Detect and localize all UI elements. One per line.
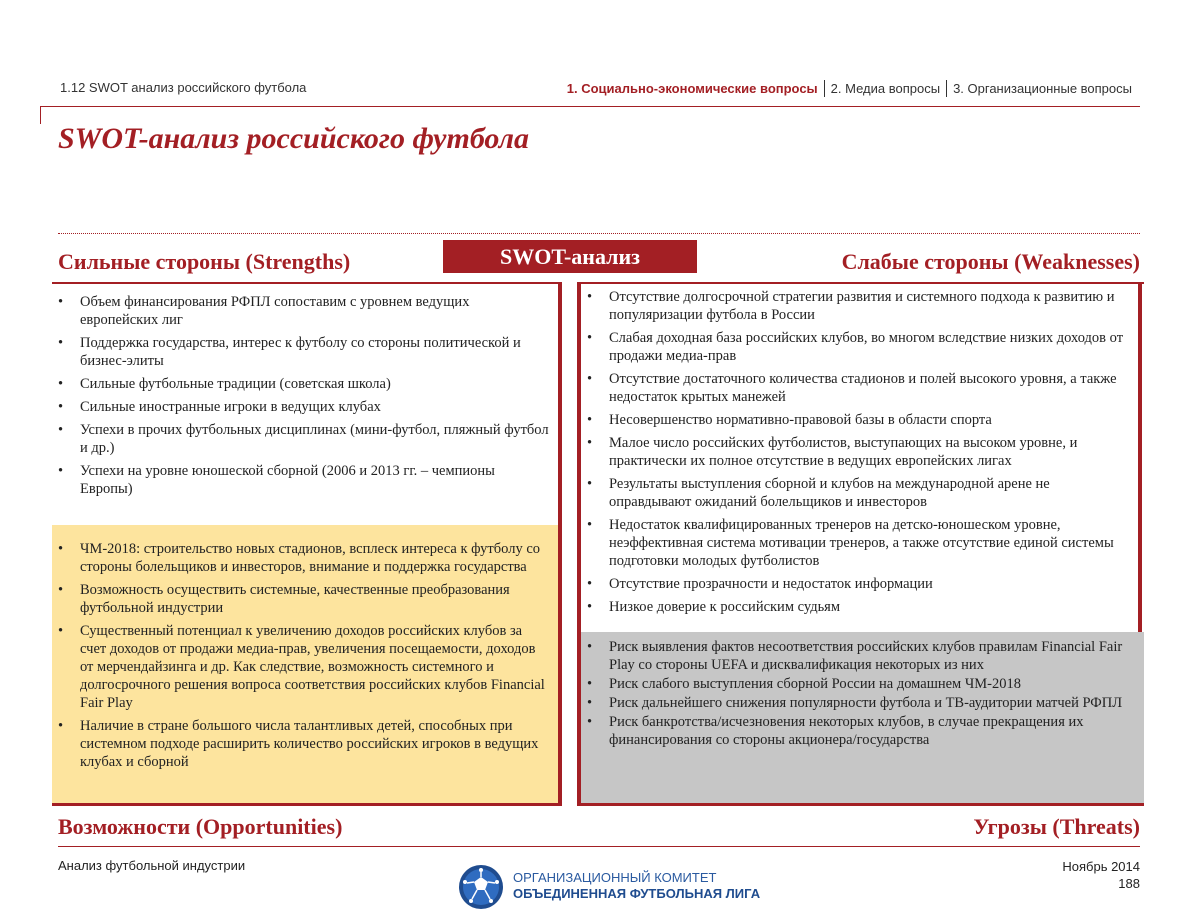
list-item	[52, 421, 549, 457]
list-item	[52, 581, 549, 617]
bullet-icon: •	[587, 476, 593, 492]
list-item-text: Успехи в прочих футбольных дисциплинах (мини-футбол, пляжный футбол и др.)	[80, 422, 549, 456]
list-item-text: Наличие в стране большого числа талантливых детей, способных при системном подходе расширить количество российских игроков в ведущих клубах и сборной	[80, 718, 539, 770]
bullet-icon: •	[587, 517, 593, 533]
bullet-icon: •	[587, 371, 593, 387]
list-item	[581, 713, 1134, 749]
bullet-icon: •	[587, 576, 593, 592]
right-panel-bottom-border	[577, 803, 1144, 806]
strengths-list	[52, 293, 549, 498]
list-item-text: Отсутствие достаточного количества стадионов и полей высокого уровня, а также недостаток крытых манежей	[609, 371, 1117, 405]
strengths-title: Сильные стороны (Strengths)	[58, 249, 351, 274]
list-item-text: ЧМ-2018: строительство новых стадионов, всплеск интереса к футболу со стороны болельщиков и инвесторов, внимание и поддержка государства	[80, 541, 541, 575]
bullet-icon: •	[587, 639, 593, 655]
threats-list	[581, 638, 1134, 749]
opportunities-title: Возможности (Opportunities)	[58, 814, 343, 839]
bullet-icon: •	[587, 599, 593, 615]
bullet-icon: •	[587, 714, 593, 730]
bullet-icon: •	[58, 582, 64, 598]
list-item-text: Слабая доходная база российских клубов, во многом вследствие низких доходов от продажи медиа-прав	[609, 330, 1124, 364]
list-item-text: Объем финансирования РФПЛ сопоставим с уровнем ведущих европейских лиг	[80, 294, 470, 328]
section-nav	[567, 80, 1138, 97]
list-item-text: Сильные иностранные игроки в ведущих клубах	[80, 399, 381, 415]
list-item	[52, 375, 549, 393]
list-item	[52, 293, 549, 329]
list-item-text: Отсутствие долгосрочной стратегии развития и системного подхода к развитию и популяризации футбола в России	[609, 289, 1115, 323]
list-item	[581, 370, 1134, 406]
logo-line-2: ОБЪЕДИНЕННАЯ ФУТБОЛЬНАЯ ЛИГА	[513, 886, 761, 901]
list-item-text: Отсутствие прозрачности и недостаток информации	[609, 576, 933, 592]
list-item	[52, 622, 549, 712]
section-label: 1.12 SWOT анализ российского футбола	[60, 80, 307, 95]
list-item-text: Риск выявления фактов несоответствия российских клубов правилам Financial Fair Play со стороны UEFA и дисквалификация некоторых из них	[609, 639, 1123, 673]
bullet-icon: •	[58, 294, 64, 310]
threats-panel	[581, 632, 1144, 805]
list-item-text: Недостаток квалифицированных тренеров на детско-юношеском уровне, неэффективная система мотивации тренеров, а также отсутствие единой системы подготовки молодых футболистов	[609, 517, 1114, 569]
header-divider-tick	[40, 106, 41, 124]
list-item-text: Риск слабого выступления сборной России на домашнем ЧМ-2018	[609, 676, 1021, 692]
list-item-text: Риск банкротства/исчезновения некоторых клубов, в случае прекращения их финансирования со стороны акционера/государства	[609, 714, 1084, 748]
bullet-icon: •	[58, 335, 64, 351]
nav-item-organizational[interactable]: 3. Организационные вопросы	[953, 81, 1132, 96]
bullet-icon: •	[587, 676, 593, 692]
left-panel-right-border	[558, 282, 562, 805]
list-item	[52, 717, 549, 771]
list-item-text: Успехи на уровне юношеской сборной (2006 и 2013 гг. – чемпионы Европы)	[80, 463, 495, 497]
bullet-icon: •	[58, 623, 64, 639]
list-item-text: Сильные футбольные традиции (советская школа)	[80, 376, 391, 392]
list-item-text: Риск дальнейшего снижения популярности футбола и ТВ-аудитории матчей РФПЛ	[609, 695, 1123, 711]
weaknesses-title: Слабые стороны (Weaknesses)	[841, 249, 1140, 274]
header-divider	[40, 106, 1140, 107]
bullet-icon: •	[587, 330, 593, 346]
threats-title: Угрозы (Threats)	[973, 814, 1140, 839]
list-item-text: Несовершенство нормативно-правовой базы в области спорта	[609, 412, 992, 428]
list-item	[581, 411, 1134, 429]
page-title: SWOT-анализ российского футбола	[58, 122, 530, 155]
list-item	[581, 475, 1134, 511]
list-item	[52, 540, 549, 576]
dotted-divider	[58, 233, 1140, 234]
bullet-icon: •	[587, 289, 593, 305]
list-item-text: Низкое доверие к российским судьям	[609, 599, 841, 615]
bullet-icon: •	[587, 435, 593, 451]
right-panel-left-border	[577, 282, 581, 805]
list-item	[52, 334, 549, 370]
logo-line-1: ОРГАНИЗАЦИОННЫЙ КОМИТЕТ	[513, 870, 717, 885]
bullet-icon: •	[587, 412, 593, 428]
list-item	[581, 288, 1134, 324]
list-item-text: Возможность осуществить системные, качественные преобразования футбольной индустрии	[80, 582, 510, 616]
bullet-icon: •	[58, 422, 64, 438]
bullet-icon: •	[58, 463, 64, 479]
list-item-text: Поддержка государства, интерес к футболу со стороны политической и бизнес-элиты	[80, 335, 521, 369]
strengths-top-border	[52, 282, 562, 284]
list-item	[581, 598, 1134, 616]
bullet-icon: •	[58, 399, 64, 415]
page-number: 188	[1118, 876, 1140, 891]
list-item	[581, 434, 1134, 470]
list-item	[581, 675, 1134, 693]
nav-item-media[interactable]: 2. Медиа вопросы	[830, 81, 941, 96]
weaknesses-right-border	[1138, 282, 1142, 632]
organizer-logo-text	[513, 870, 760, 902]
nav-item-socio-economic[interactable]: 1. Социально-экономические вопросы	[566, 81, 818, 96]
bullet-icon: •	[58, 376, 64, 392]
list-item	[52, 462, 549, 498]
bullet-icon: •	[587, 695, 593, 711]
strengths-panel	[52, 282, 559, 525]
list-item	[581, 516, 1134, 570]
list-item-text: Существенный потенциал к увеличению доходов российских клубов за счет доходов от продажи медиа-прав, увеличения посещаемости, доходов от мерчендайзинга и др. Как следствие, возможность системного и долгосрочного решения вопроса соответствия российских клубов Financial Fair Play	[80, 623, 545, 711]
swot-badge: SWOT-анализ	[443, 240, 697, 273]
footer-date: Ноябрь 2014	[1062, 859, 1140, 874]
opportunities-list	[52, 540, 549, 771]
list-item	[581, 329, 1134, 365]
list-item-text: Малое число российских футболистов, выступающих на высоком уровне, и практически их полное отсутствие в ведущих европейских лигах	[609, 435, 1078, 469]
bullet-icon: •	[58, 718, 64, 734]
list-item	[581, 638, 1134, 674]
opportunities-panel	[52, 525, 559, 805]
list-item	[581, 575, 1134, 593]
weaknesses-top-border	[577, 282, 1144, 284]
footer-caption: Анализ футбольной индустрии	[58, 858, 246, 873]
list-item	[52, 398, 549, 416]
list-item-text: Результаты выступления сборной и клубов на международной арене не оправдывают ожиданий болельщиков и инвесторов	[609, 476, 1050, 510]
footer-divider	[58, 846, 1140, 847]
weaknesses-list	[581, 288, 1134, 616]
soccer-ball-logo-icon	[458, 864, 504, 910]
weaknesses-panel	[581, 282, 1144, 632]
footer-meta	[1062, 858, 1140, 892]
bullet-icon: •	[58, 541, 64, 557]
list-item	[581, 694, 1134, 712]
left-panel-bottom-border	[52, 803, 562, 806]
